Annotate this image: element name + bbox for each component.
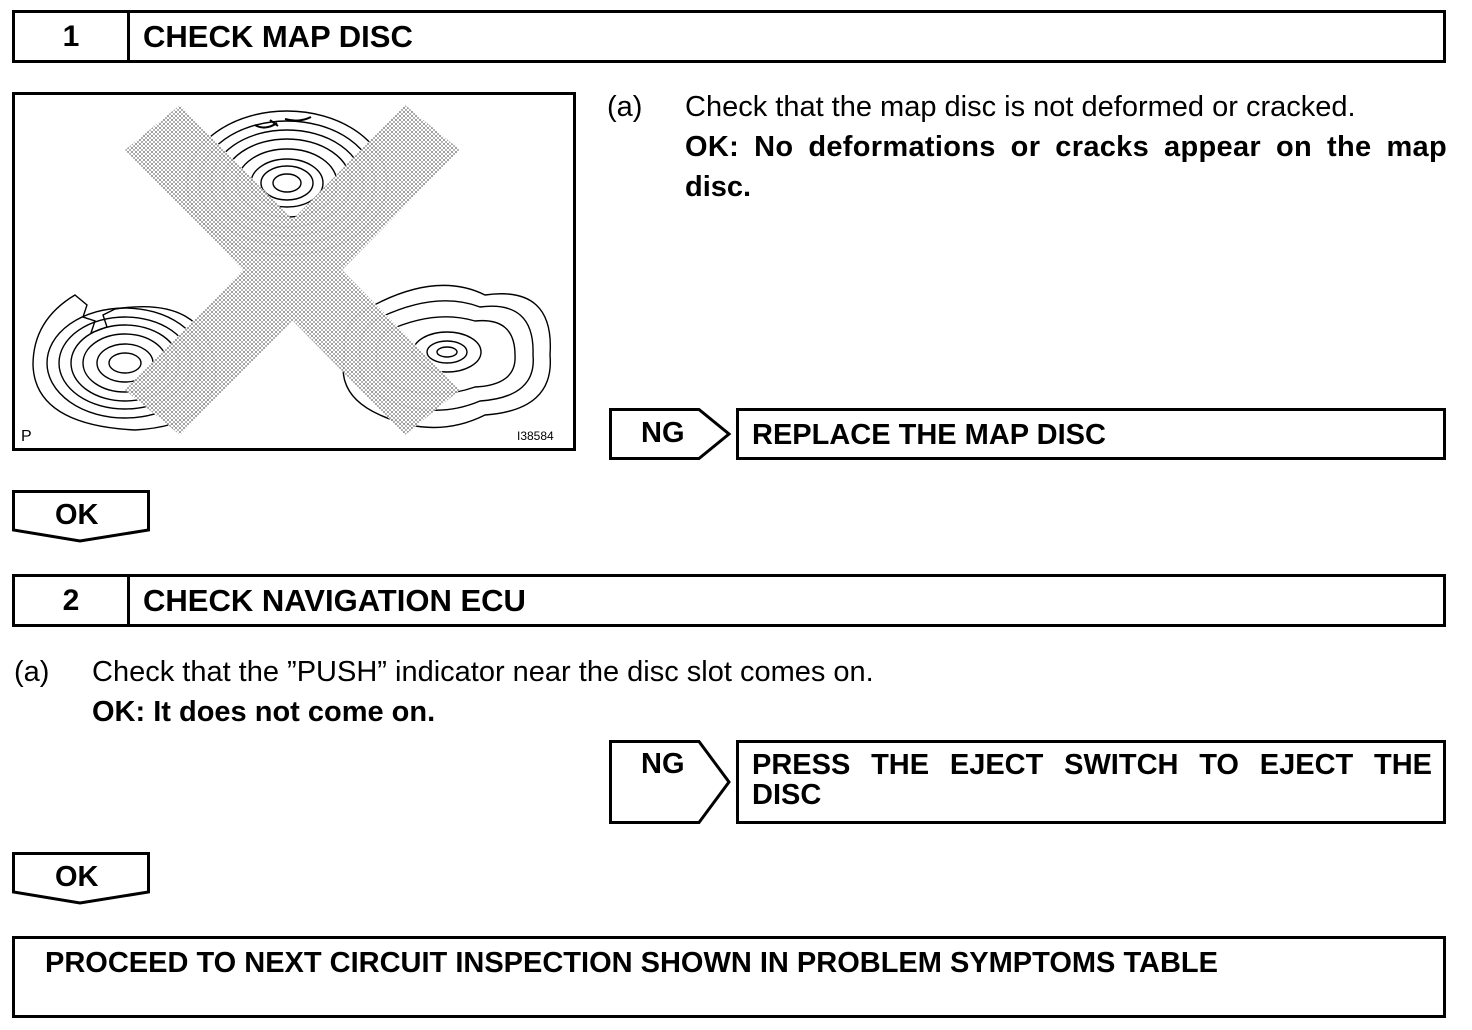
ok-criteria-line-2: disc.	[685, 171, 752, 203]
step-2-header	[12, 574, 1446, 627]
step-2-instruction	[92, 652, 1092, 732]
ng-arrow-1	[609, 408, 733, 460]
step-number: 2	[15, 577, 130, 624]
step-1-header	[12, 10, 1446, 63]
ng-action-text: REPLACE THE MAP DISC	[752, 419, 1106, 451]
ng-label: NG	[641, 417, 685, 449]
ok-arrow-2	[12, 852, 150, 906]
disc-illustration	[12, 92, 576, 451]
ng-action-line-2: DISC	[752, 779, 822, 811]
ng-action-box-1	[736, 408, 1446, 460]
ng-action-box-2	[736, 740, 1446, 824]
ok-label: OK	[55, 499, 99, 531]
step-1-marker: (a)	[607, 91, 643, 123]
ok-arrow-1	[12, 490, 150, 544]
ng-label: NG	[641, 748, 685, 780]
figure-id: I38584	[517, 429, 554, 443]
ok-criteria: OK: It does not come on.	[92, 696, 436, 728]
step-number: 1	[15, 13, 130, 60]
ng-action-line-1: PRESS THE EJECT SWITCH TO EJECT THE	[752, 749, 1432, 781]
ok-criteria-line-1: OK: No deformations or cracks appear on the map	[685, 131, 1447, 163]
step-title: CHECK MAP DISC	[143, 18, 413, 54]
step-2-marker: (a)	[14, 656, 50, 688]
step-title: CHECK NAVIGATION ECU	[143, 582, 526, 618]
final-action-box	[12, 936, 1446, 1018]
instruction-text: Check that the map disc is not deformed or cracked.	[685, 91, 1356, 123]
instruction-text: Check that the ”PUSH” indicator near the disc slot comes on.	[92, 656, 874, 688]
step-1-instruction	[685, 87, 1447, 207]
deformed-disc-figure	[15, 95, 573, 448]
ok-label: OK	[55, 861, 99, 893]
corner-label: P	[21, 428, 32, 445]
final-action-text: PROCEED TO NEXT CIRCUIT INSPECTION SHOWN IN PROBLEM SYMPTOMS TABLE	[45, 947, 1218, 979]
ng-arrow-2	[609, 740, 733, 824]
